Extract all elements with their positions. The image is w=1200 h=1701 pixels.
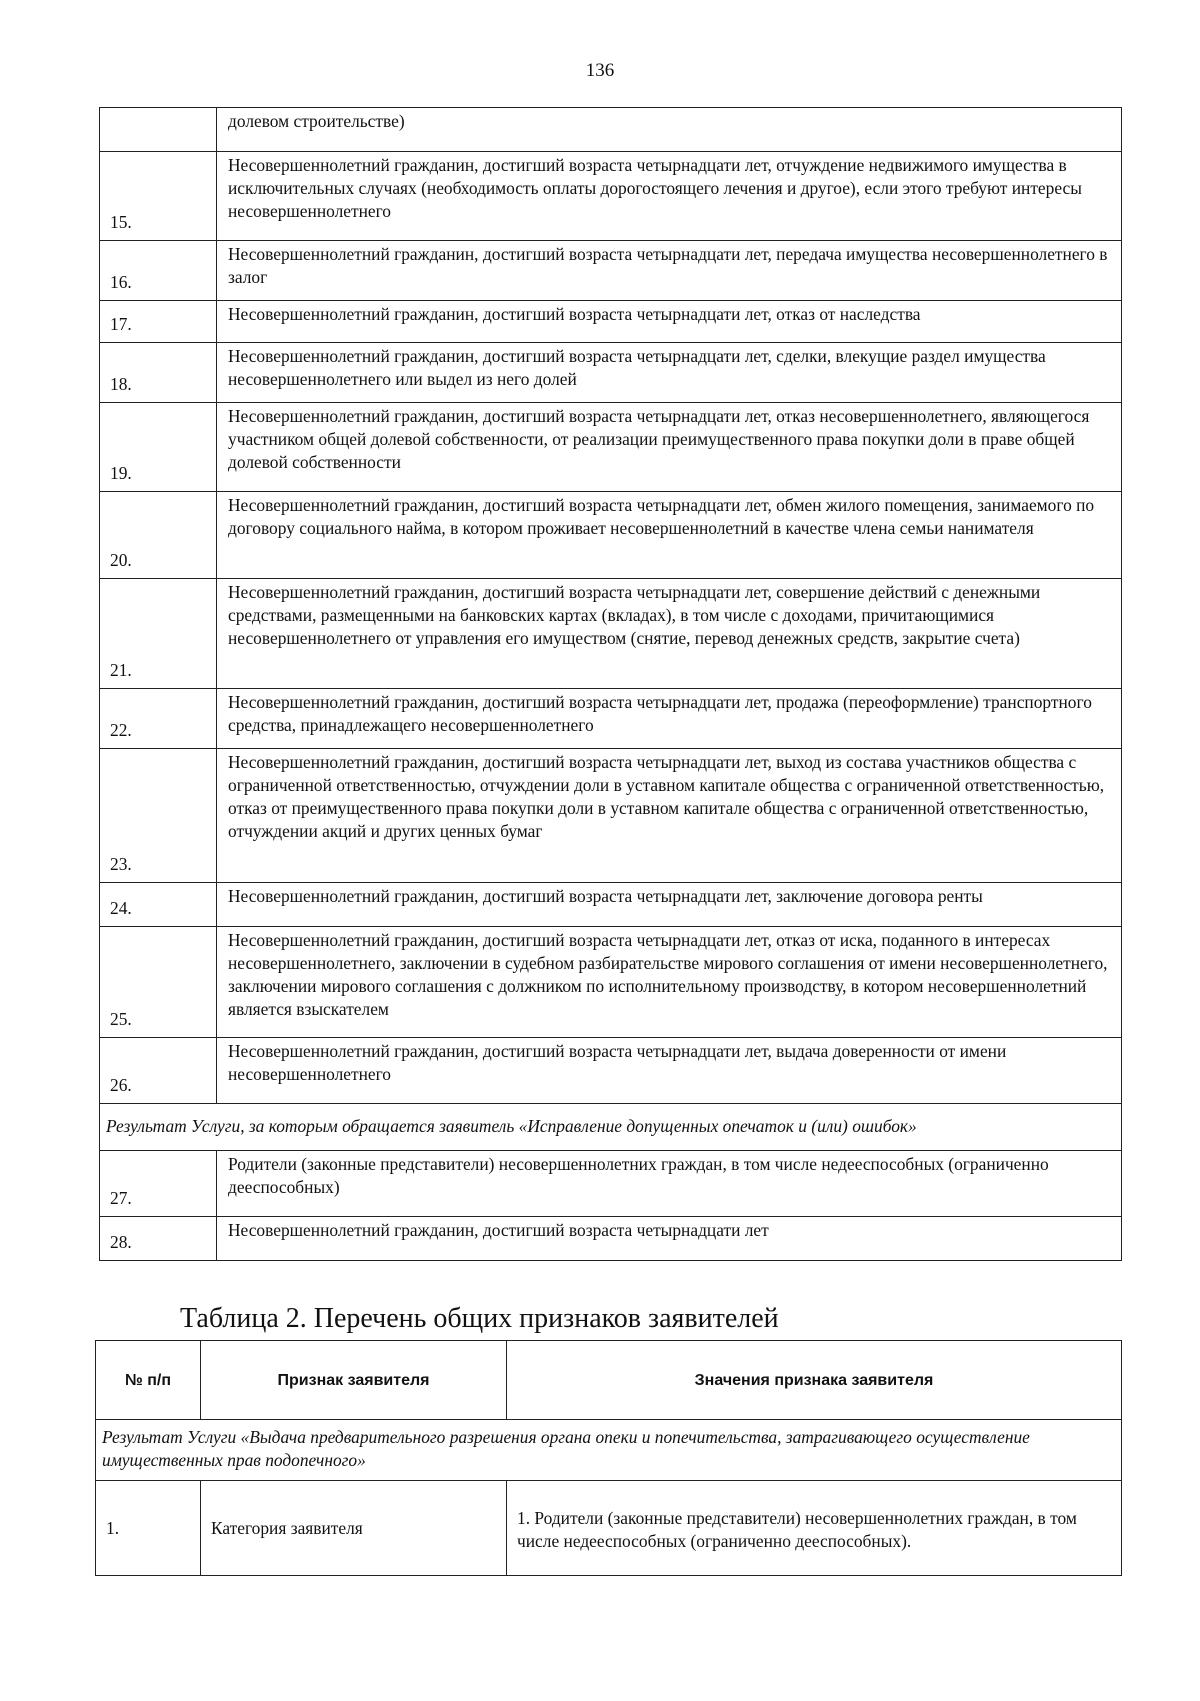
table1-result-section xyxy=(100,1104,1122,1151)
applicant-variant-description: Несовершеннолетний гражданин, достигший возраста четырнадцати лет, отказ от иска, поданного в интересах несовершеннолетнего, заключении в судебном разбирательстве мирового соглашения от имени несовершеннолетнего, заключении мирового соглашения с должником по исполнительному производству, в котором несовершеннолетний является взыскателем xyxy=(217,927,1122,1038)
page-number: 136 xyxy=(585,60,615,81)
table-row xyxy=(100,152,1122,241)
applicant-variant-description: Несовершеннолетний гражданин, достигший возраста четырнадцати лет, продажа (переоформление) транспортного средства, принадлежащего несовершеннолетнего xyxy=(217,689,1122,749)
table-row xyxy=(100,749,1122,883)
applicant-variant-description: Несовершеннолетний гражданин, достигший возраста четырнадцати лет, отказ несовершеннолетнего, являющегося участником общей долевой собственности, от реализации преимущественного права покупки доли в праве общей долевой собственности xyxy=(217,403,1122,492)
applicant-variants-table xyxy=(99,107,1122,1261)
row-number: 19. xyxy=(100,403,217,492)
applicant-variant-description: Несовершеннолетний гражданин, достигший возраста четырнадцати лет, передача имущества несовершеннолетнего в залог xyxy=(217,241,1122,301)
row-number: 21. xyxy=(100,579,217,689)
applicant-variant-description: Несовершеннолетний гражданин, достигший возраста четырнадцати лет, совершение действий с денежными средствами, размещенными на банковских картах (вкладах), в том числе с доходами, причитающимися несовершеннолетнего от управления его имуществом (снятие, перевод денежных средств, закрытие счета) xyxy=(217,579,1122,689)
row-number: 15. xyxy=(100,152,217,241)
table-row xyxy=(100,579,1122,689)
column-header-number: № п/п xyxy=(96,1341,201,1420)
applicant-variant-description: Несовершеннолетний гражданин, достигший возраста четырнадцати лет, выдача доверенности от имени несовершеннолетнего xyxy=(217,1038,1122,1104)
applicant-variant-description: Несовершеннолетний гражданин, достигший возраста четырнадцати лет xyxy=(217,1217,1122,1261)
table-row xyxy=(100,492,1122,579)
table-row xyxy=(100,689,1122,749)
applicant-feature-value: 1. Родители (законные представители) несовершеннолетних граждан, в том числе недееспособных (ограниченно дееспособных). xyxy=(507,1481,1122,1576)
row-number: 24. xyxy=(100,883,217,927)
row-number: 23. xyxy=(100,749,217,883)
row-number: 22. xyxy=(100,689,217,749)
table-row xyxy=(96,1481,1122,1576)
table-row xyxy=(100,883,1122,927)
row-number: 20. xyxy=(100,492,217,579)
row-number: 1. xyxy=(96,1481,201,1576)
table-row xyxy=(96,1420,1122,1481)
table-row xyxy=(100,241,1122,301)
table-row xyxy=(100,343,1122,403)
row-number: 16. xyxy=(100,241,217,301)
row-number: 27. xyxy=(100,1151,217,1217)
applicant-variant-description: долевом строительстве) xyxy=(217,108,1122,152)
applicant-variant-description: Несовершеннолетний гражданин, достигший возраста четырнадцати лет, отказ от наследства xyxy=(217,301,1122,343)
row-number: 26. xyxy=(100,1038,217,1104)
applicant-variant-description: Несовершеннолетний гражданин, достигший возраста четырнадцати лет, заключение договора ренты xyxy=(217,883,1122,927)
table1-body-bottom xyxy=(100,1151,1122,1261)
table-row xyxy=(100,1217,1122,1261)
service-result-row: Результат Услуги, за которым обращается заявитель «Исправление допущенных опечаток и (или) ошибок» xyxy=(100,1104,1122,1151)
table-row xyxy=(100,403,1122,492)
column-header-feature: Признак заявителя xyxy=(201,1341,507,1420)
service-result-row: Результат Услуги «Выдача предварительного разрешения органа опеки и попечительства, затрагивающего осуществление имущественных прав подопечного» xyxy=(96,1420,1122,1481)
row-number: 25. xyxy=(100,927,217,1038)
row-number: 28. xyxy=(100,1217,217,1261)
applicant-feature: Категория заявителя xyxy=(201,1481,507,1576)
table-header-row xyxy=(96,1341,1122,1420)
table2-title: Таблица 2. Перечень общих признаков заявителей xyxy=(180,1303,779,1334)
row-number: 18. xyxy=(100,343,217,403)
row-number xyxy=(100,108,217,152)
applicant-variant-description: Несовершеннолетний гражданин, достигший возраста четырнадцати лет, выход из состава участников общества с ограниченной ответственностью, отчуждении доли в уставном капитале общества с ограниченной ответственностью, отказ от преимущественного права покупки доли в уставном капитале общества с ограниченной ответственностью, отчуждении акций и других ценных бумаг xyxy=(217,749,1122,883)
applicant-variant-description: Несовершеннолетний гражданин, достигший возраста четырнадцати лет, отчуждение недвижимого имущества в исключительных случаях (необходимость оплаты дорогостоящего лечения и другое), если этого требуют интересы несовершеннолетнего xyxy=(217,152,1122,241)
table-row xyxy=(100,1038,1122,1104)
applicant-variant-description: Несовершеннолетний гражданин, достигший возраста четырнадцати лет, сделки, влекущие раздел имущества несовершеннолетнего или выдел из него долей xyxy=(217,343,1122,403)
table1-body-top xyxy=(100,108,1122,1104)
common-applicant-features-table xyxy=(95,1340,1122,1576)
table-row xyxy=(100,108,1122,152)
table-row xyxy=(100,1151,1122,1217)
applicant-variant-description: Родители (законные представители) несовершеннолетних граждан, в том числе недееспособных (ограниченно дееспособных) xyxy=(217,1151,1122,1217)
table-row xyxy=(100,927,1122,1038)
table-row xyxy=(100,301,1122,343)
row-number: 17. xyxy=(100,301,217,343)
column-header-value: Значения признака заявителя xyxy=(507,1341,1122,1420)
applicant-variant-description: Несовершеннолетний гражданин, достигший возраста четырнадцати лет, обмен жилого помещения, занимаемого по договору социального найма, в котором проживает несовершеннолетний в качестве члена семьи нанимателя xyxy=(217,492,1122,579)
table-row xyxy=(100,1104,1122,1151)
